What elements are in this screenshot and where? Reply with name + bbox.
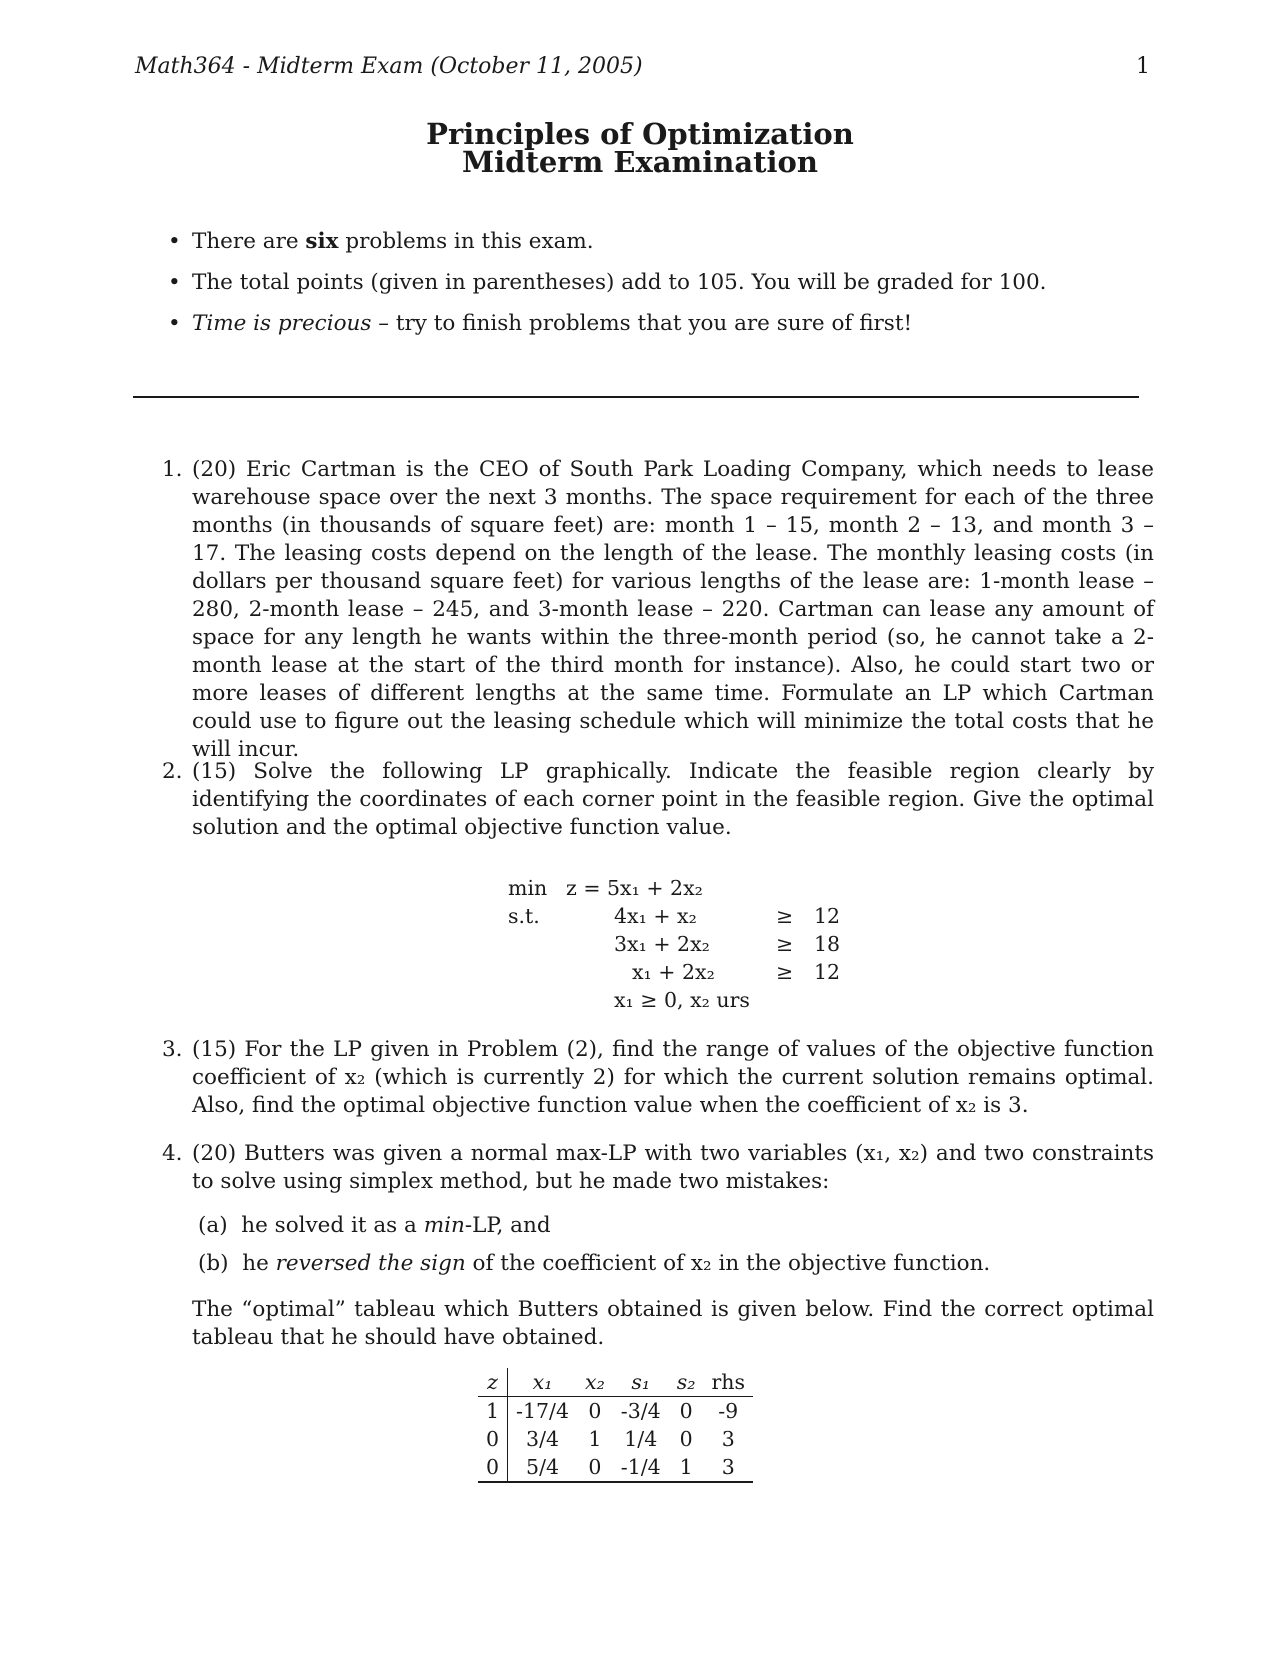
subitem-text: -LP, and	[464, 1213, 551, 1238]
problem-number: 3.	[162, 1037, 183, 1062]
lp-constraint-rhs: 12	[814, 960, 841, 984]
tableau-cell: 0	[577, 1453, 613, 1482]
lp-constraint-lhs: x₁ + 2x₂	[632, 960, 715, 984]
tableau-header-row	[478, 1368, 753, 1397]
tableau-cell: 0	[679, 1399, 693, 1423]
lp-constraint-rhs: 18	[814, 932, 841, 956]
tableau-header: x₁	[508, 1368, 577, 1397]
subitem-emphasis: min	[423, 1213, 465, 1238]
tableau-cell: -3/4	[620, 1399, 661, 1423]
tableau-cell: 1	[669, 1453, 704, 1482]
tableau-intro: The “optimal” tableau which Butters obtained is given below. Find the correct optimal tableau that he should have obtained.	[192, 1297, 1154, 1350]
instruction-text: – try to finish problems that you are sure of first!	[371, 311, 913, 336]
tableau-cell: 0	[478, 1453, 508, 1482]
problem-number: 4.	[162, 1141, 183, 1166]
tableau-cell: -17/4	[516, 1399, 570, 1423]
subitem-text: of the coefficient of x₂ in the objective function.	[465, 1251, 991, 1276]
tableau-header: rhs	[703, 1368, 753, 1397]
lp-constraint-rhs: 12	[814, 904, 841, 928]
tableau-cell: -1/4	[613, 1453, 669, 1482]
lp-st-label: s.t.	[508, 904, 540, 928]
tableau-cell: 1/4	[624, 1427, 658, 1451]
tableau-cell: 1	[588, 1427, 602, 1451]
lp-constraint-lhs: 3x₁ + 2x₂	[614, 932, 710, 956]
running-header: Math364 - Midterm Exam (October 11, 2005)	[135, 54, 643, 79]
instruction-item	[168, 228, 1047, 269]
problem-text: (20) Butters was given a normal max-LP with two variables (x₁, x₂) and two constraints to solve using simplex method, but he made two mistakes:	[192, 1141, 1154, 1194]
lp-objective: z = 5x₁ + 2x₂	[566, 876, 703, 900]
lp-relation: ≥	[776, 960, 794, 984]
tableau-row	[478, 1397, 753, 1426]
subitem-b	[198, 1250, 990, 1278]
problem-text: (15) For the LP given in Problem (2), find the range of values of the objective function coefficient of x₂ (which is currently 2) for which the current solution remains optimal. Also, find the optimal objective function value when the coefficient of x₂ is 3.	[192, 1037, 1154, 1118]
instruction-item	[168, 310, 1047, 351]
subitem-a	[198, 1212, 551, 1240]
lp-constraint-lhs: 4x₁ + x₂	[614, 904, 697, 928]
tableau-header: s₂	[669, 1368, 704, 1397]
tableau-cell: 3	[721, 1427, 735, 1451]
problem-number: 2.	[162, 759, 183, 784]
instructions-list	[168, 228, 1047, 351]
lp-relation: ≥	[776, 904, 794, 928]
subitem-emphasis: reversed the sign	[275, 1251, 466, 1276]
instruction-text: There are	[192, 229, 306, 254]
tableau-cell: 3/4	[526, 1427, 560, 1451]
instruction-item	[168, 269, 1047, 310]
instruction-text: problems in this exam.	[338, 229, 594, 254]
problem-text: (15) Solve the following LP graphically. Indicate the feasible region clearly by identifying the coordinates of each corner point in the feasible region. Give the optimal solution and the optimal objective function value.	[192, 759, 1154, 840]
lp-relation: ≥	[776, 932, 794, 956]
tableau-cell: 3	[703, 1453, 753, 1482]
tableau-cell: 5/4	[508, 1453, 577, 1482]
horizontal-rule	[133, 396, 1139, 398]
tableau-cell: 0	[478, 1425, 508, 1453]
lp-min-label: min	[508, 876, 548, 900]
problem-text: (20) Eric Cartman is the CEO of South Park Loading Company, which needs to lease warehouse space over the next 3 months. The space requirement for each of the three months (in thousands of square feet) are: month 1 – 15, month 2 – 13, and month 3 – 17. The leasing costs depend on the length of the lease. The monthly leasing costs (in dollars per thousand square feet) for various lengths of the lease are: 1-month lease – 280, 2-month lease – 245, and 3-month lease – 220. Cartman can lease any amount of space for any length he wants within the three-month period (so, he cannot take a 2-month lease at the start of the third month for instance). Also, he could start two or more leases of different lengths at the same time. Formulate an LP which Cartman could use to figure out the leasing schedule which will minimize the total costs that he will incur.	[192, 457, 1154, 762]
subitem-label: (a)	[198, 1213, 228, 1238]
problem-number: 1.	[162, 457, 183, 482]
tableau-header: x₂	[577, 1368, 613, 1397]
simplex-tableau	[478, 1368, 753, 1483]
instruction-emphasis: six	[305, 229, 339, 254]
problem-3	[162, 1036, 1154, 1120]
subitem-text: he	[242, 1251, 276, 1276]
tableau-row	[478, 1453, 753, 1482]
subitem-text: he solved it as a	[241, 1213, 424, 1238]
tableau-cell: 0	[679, 1427, 693, 1451]
tableau-row	[478, 1425, 753, 1453]
tableau-cell: -9	[718, 1399, 739, 1423]
lp-sign-restrictions: x₁ ≥ 0, x₂ urs	[614, 988, 750, 1012]
tableau-cell: 0	[588, 1399, 602, 1423]
title-line-1: Principles of Optimization	[426, 117, 854, 151]
title-line-2: Midterm Examination	[462, 145, 818, 179]
page-number: 1	[1136, 54, 1150, 79]
problem-2	[162, 758, 1154, 842]
tableau-header: z	[478, 1368, 508, 1397]
problem-4	[162, 1140, 1154, 1196]
problem-1	[162, 456, 1154, 764]
instruction-text: The total points (given in parentheses) add to 105. You will be graded for 100.	[192, 270, 1047, 295]
tableau-cell: 1	[478, 1397, 508, 1426]
subitem-label: (b)	[198, 1251, 229, 1276]
instruction-emphasis: Time is precious	[192, 311, 372, 336]
tableau-header: s₁	[613, 1368, 669, 1397]
